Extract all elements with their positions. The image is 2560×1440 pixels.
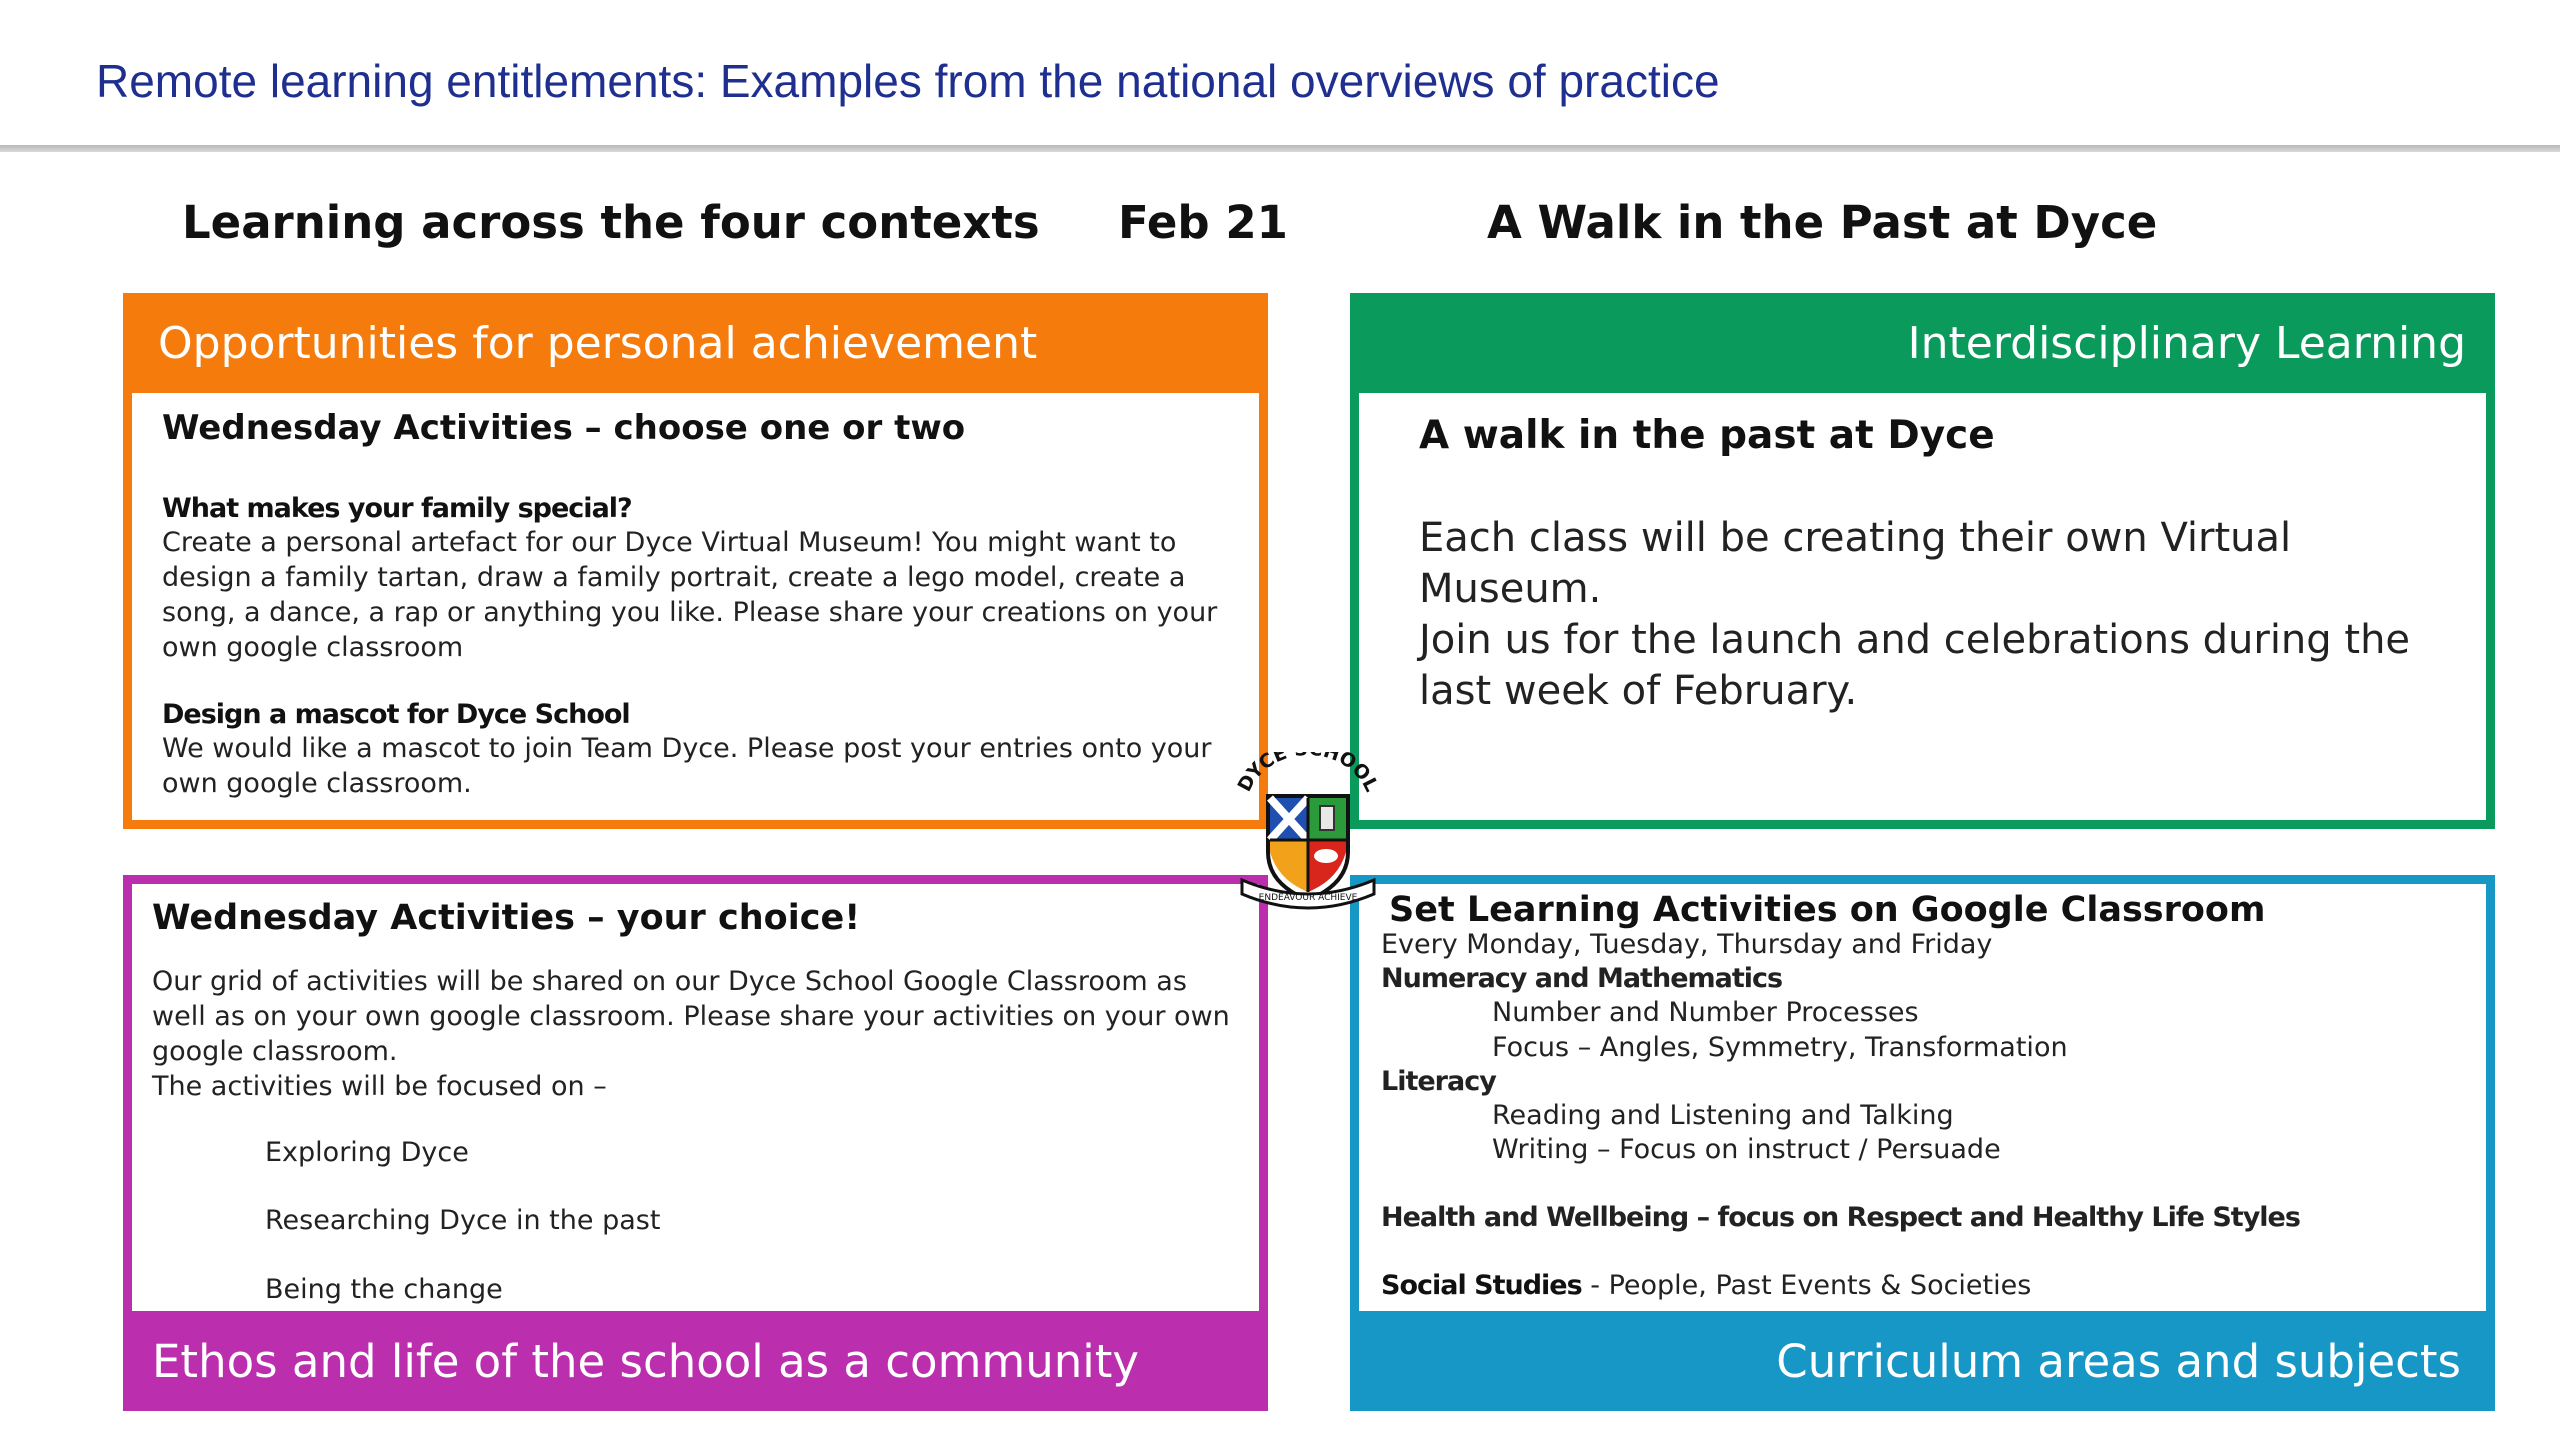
grid-shared-text: Our grid of activities will be shared on our Dyce School Google Classroom as well as on your own google classroom. Please share your activities on your own google classroom. bbox=[152, 966, 1230, 1067]
tr-heading: A walk in the past at Dyce bbox=[1419, 413, 1995, 458]
school-crest bbox=[1228, 752, 1388, 912]
personal-achievement-panel bbox=[123, 293, 1268, 829]
curriculum-band: Curriculum areas and subjects bbox=[1359, 1311, 2486, 1411]
virtual-museum-text: Each class will be creating their own Virtual Museum. bbox=[1419, 515, 2292, 612]
mascot-text: We would like a mascot to join Team Dyce. Please post your entries onto your own google classroom. bbox=[162, 733, 1212, 799]
family-special-title: What makes your family special? bbox=[162, 493, 632, 524]
literacy-title: Literacy bbox=[1381, 1066, 1496, 1097]
tr-text bbox=[1419, 513, 2479, 717]
personal-achievement-band: Opportunities for personal achievement bbox=[132, 293, 1259, 393]
br-heading: Set Learning Activities on Google Classroom bbox=[1389, 890, 2266, 930]
ethos-panel bbox=[123, 875, 1268, 1411]
list-item: Exploring Dyce bbox=[265, 1137, 469, 1168]
literacy-item: Reading and Listening and Talking bbox=[1492, 1100, 1954, 1131]
crest-motto: ENDEAVOUR ACHIEVE bbox=[1258, 893, 1358, 903]
slide-title: Remote learning entitlements: Examples from the national overviews of practice bbox=[96, 55, 1720, 107]
crest-icon bbox=[1228, 752, 1388, 912]
social-studies-line bbox=[1381, 1270, 2031, 1301]
ethos-band: Ethos and life of the school as a community bbox=[132, 1311, 1259, 1411]
numeracy-item: Focus – Angles, Symmetry, Transformation bbox=[1492, 1032, 2068, 1063]
days-text: Every Monday, Tuesday, Thursday and Friday bbox=[1381, 929, 1993, 960]
interdisciplinary-panel bbox=[1350, 293, 2495, 829]
mascot-title: Design a mascot for Dyce School bbox=[162, 699, 630, 730]
family-special-text: Create a personal artefact for our Dyce Virtual Museum! You might want to design a family tartan, draw a family portrait, create a lego model, create a song, a dance, a rap or anything you like. Please share your creations on your own google classroom bbox=[162, 527, 1218, 663]
heading-walk: A Walk in the Past at Dyce bbox=[1487, 196, 2158, 249]
list-item: Being the change bbox=[265, 1274, 503, 1305]
literacy-item: Writing – Focus on instruct / Persuade bbox=[1492, 1134, 2001, 1165]
focused-on-text: The activities will be focused on – bbox=[152, 1071, 607, 1102]
heading-date: Feb 21 bbox=[1118, 196, 1288, 249]
numeracy-title: Numeracy and Mathematics bbox=[1381, 963, 1783, 994]
bl-heading: Wednesday Activities – your choice! bbox=[152, 898, 861, 938]
title-divider bbox=[0, 145, 2560, 152]
list-item: Researching Dyce in the past bbox=[265, 1205, 661, 1236]
crest-arc-text: DYCE HOOL bbox=[1233, 752, 1383, 796]
interdisciplinary-band: Interdisciplinary Learning bbox=[1359, 293, 2486, 393]
bl-text bbox=[152, 964, 1232, 1104]
numeracy-item: Number and Number Processes bbox=[1492, 997, 1919, 1028]
health-wellbeing-line: Health and Wellbeing – focus on Respect and Healthy Life Styles bbox=[1381, 1202, 2300, 1233]
launch-text: Join us for the launch and celebrations during the last week of February. bbox=[1419, 617, 2411, 714]
heading-contexts: Learning across the four contexts bbox=[182, 196, 1040, 249]
social-studies-rest: - People, Past Events & Societies bbox=[1581, 1270, 2032, 1301]
tl-heading: Wednesday Activities – choose one or two bbox=[162, 408, 966, 448]
social-studies-label: Social Studies bbox=[1381, 1270, 1582, 1301]
curriculum-panel bbox=[1350, 875, 2495, 1411]
